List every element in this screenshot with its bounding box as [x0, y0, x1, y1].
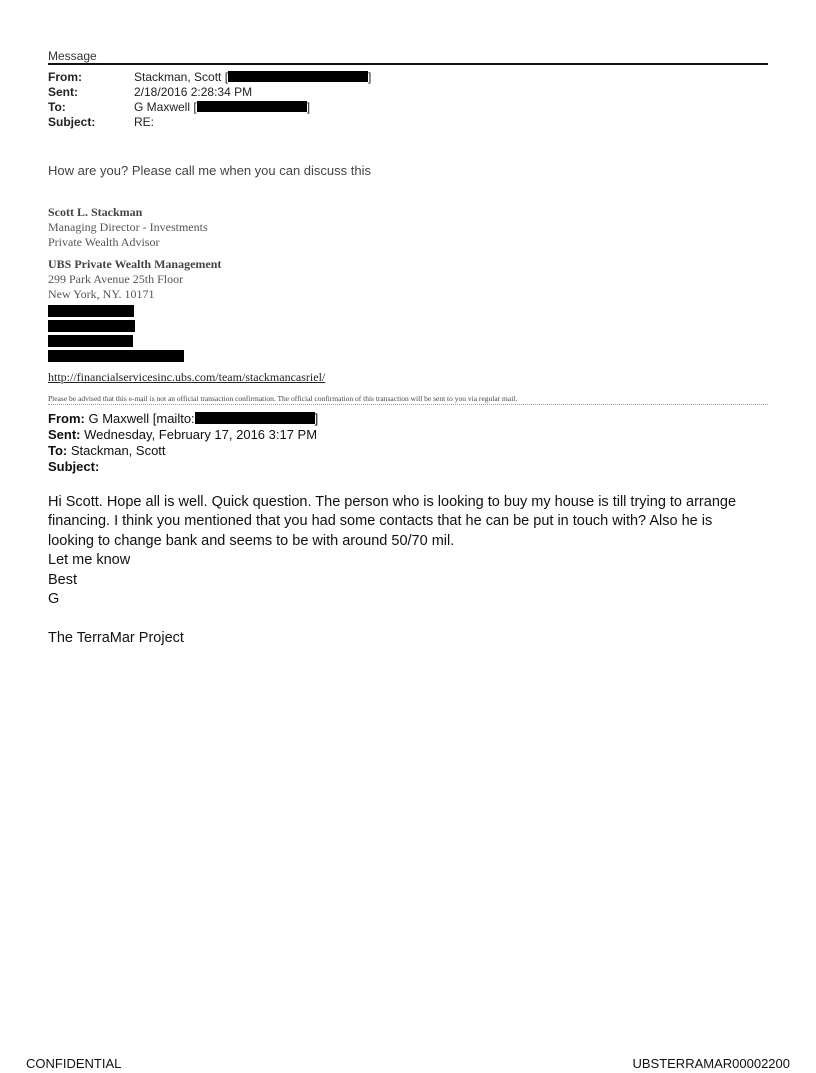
to-close-bracket: ]: [306, 100, 311, 114]
signature-address-line1: 299 Park Avenue 25th Floor: [48, 272, 184, 286]
ubs-team-link[interactable]: http://financialservicesinc.ubs.com/team/stackmancasriel/: [48, 370, 326, 384]
forward-to-row: [48, 443, 166, 458]
forward-subject-row: [48, 459, 99, 474]
redaction-block: [197, 101, 307, 112]
signature-title-2: Private Wealth Advisor: [48, 235, 160, 249]
header-divider: [48, 63, 768, 65]
forward-sent-value: Wednesday, February 17, 2016 3:17 PM: [84, 427, 318, 442]
footer-confidential: CONFIDENTIAL: [26, 1056, 122, 1071]
reply-body: How are you? Please call me when you can discuss this: [48, 163, 371, 178]
signature-title: Managing Director - Investments: [48, 220, 208, 234]
disclaimer-text: Please be advised that this e-mail is not an official transaction confirmation. The official confirmation of this transaction will be sent to you via regular mail.: [48, 394, 518, 403]
sent-label: Sent:: [48, 85, 78, 99]
header-to-row: [48, 100, 310, 114]
redaction-block: [228, 71, 368, 82]
message-divider: [48, 404, 768, 405]
footer-bates-number: UBSTERRAMAR00002200: [632, 1056, 790, 1071]
forward-to-label: To:: [48, 443, 68, 458]
forward-from-value: G Maxwell [mailto:: [88, 411, 195, 426]
subject-value: RE:: [134, 115, 155, 129]
body-line: looking to change bank and seems to be with around 50/70 mil.: [48, 533, 455, 549]
subject-label: Subject:: [48, 115, 96, 129]
redaction-block: [48, 320, 135, 332]
forward-to-value: Stackman, Scott: [70, 443, 166, 458]
signature-firm: UBS Private Wealth Management: [48, 257, 222, 271]
body-line: financing. I think you mentioned that you had some contacts that he can be put in touch with? Also he is: [48, 513, 713, 529]
from-label: From:: [48, 70, 82, 84]
forward-subject-label: Subject:: [48, 459, 100, 474]
message-label: Message: [48, 49, 97, 63]
forward-close-bracket: ]: [314, 411, 319, 426]
from-value: Stackman, Scott [: [134, 70, 229, 84]
signature-address-line2: New York, NY. 10171: [48, 287, 155, 301]
body-line: Hi Scott. Hope all is well. Quick question. The person who is looking to buy my house is till trying to arrange: [48, 494, 737, 510]
body-line: Best: [48, 572, 78, 588]
header-sent-row: [48, 85, 252, 99]
sent-value: 2/18/2016 2:28:34 PM: [134, 85, 253, 99]
forward-sent-label: Sent:: [48, 427, 81, 442]
to-value: G Maxwell [: [134, 100, 197, 114]
header-from-row: [48, 70, 371, 84]
forward-from-label: From:: [48, 411, 85, 426]
redaction-block: [195, 412, 315, 424]
body-line: Let me know: [48, 552, 131, 568]
to-label: To:: [48, 100, 66, 114]
redaction-block: [48, 350, 184, 362]
from-close-bracket: ]: [368, 70, 372, 84]
body-line: G: [48, 591, 60, 607]
body-line-organization: The TerraMar Project: [48, 630, 184, 646]
redaction-block: [48, 335, 133, 347]
redaction-block: [48, 305, 134, 317]
forward-from-row: [48, 411, 318, 426]
forward-sent-row: [48, 427, 317, 442]
header-subject-row: [48, 115, 154, 129]
signature-name: Scott L. Stackman: [48, 205, 143, 219]
